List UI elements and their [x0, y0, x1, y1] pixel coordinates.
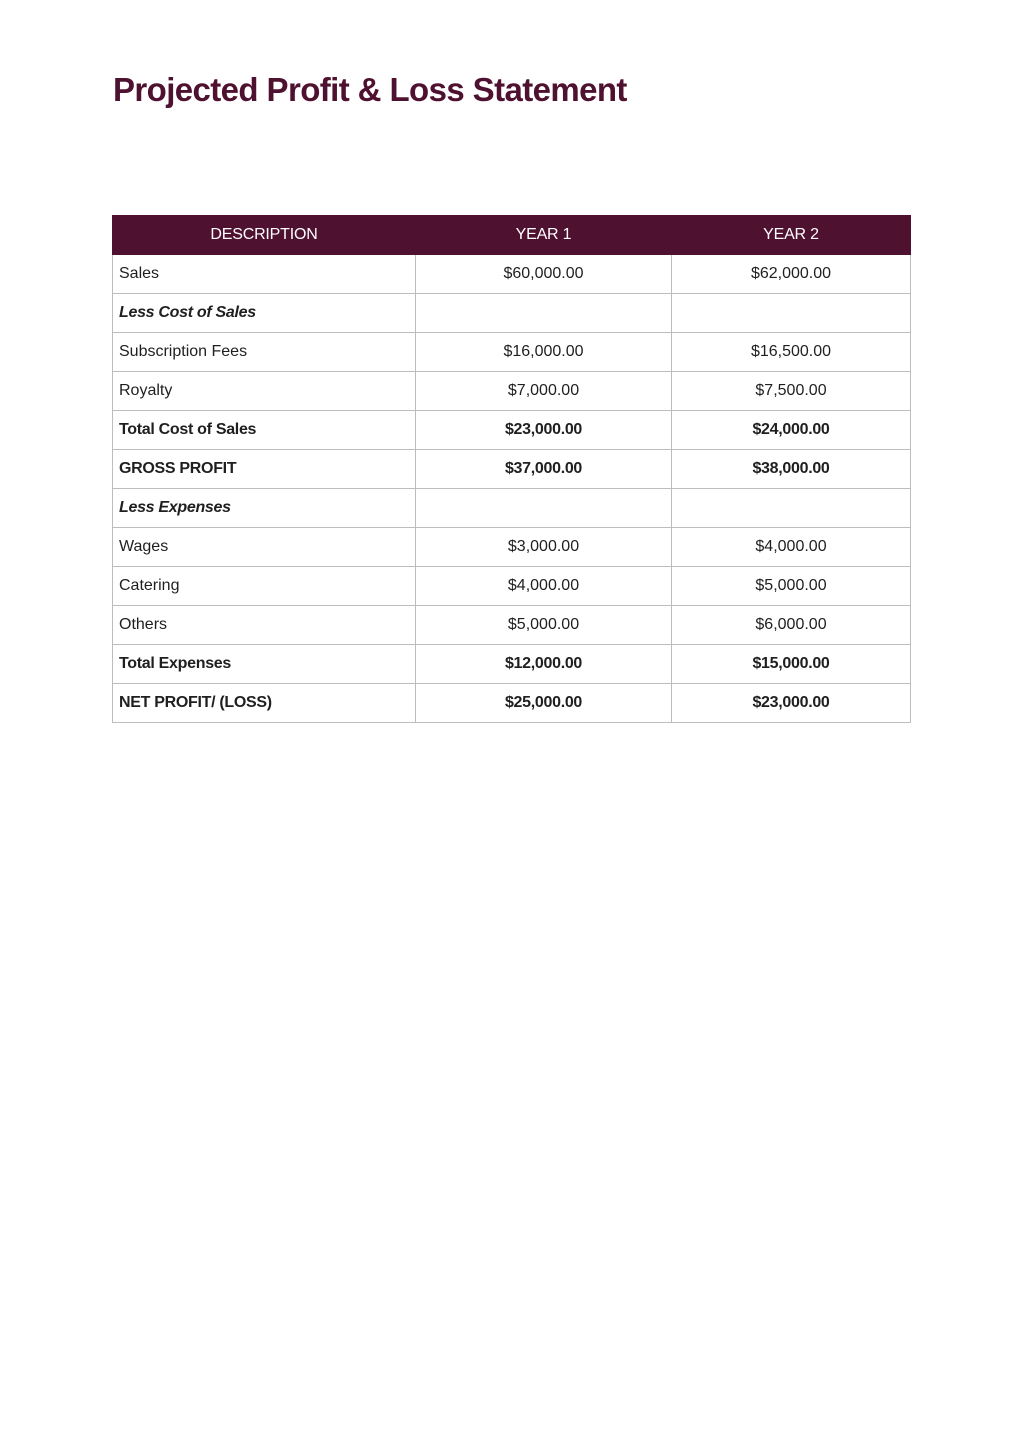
column-header-year-1: YEAR 1	[416, 216, 672, 255]
table-header-row	[113, 216, 911, 255]
table-body	[113, 255, 911, 723]
table-row	[113, 567, 911, 606]
table-row	[113, 489, 911, 528]
row-year-1-cell: $60,000.00	[416, 255, 672, 294]
row-year-2-cell	[672, 489, 911, 528]
row-year-2-cell: $62,000.00	[672, 255, 911, 294]
column-header-description: DESCRIPTION	[113, 216, 416, 255]
row-year-2-cell: $38,000.00	[672, 450, 911, 489]
row-year-1-cell: $16,000.00	[416, 333, 672, 372]
row-year-2-cell: $24,000.00	[672, 411, 911, 450]
row-description-cell: GROSS PROFIT	[113, 450, 416, 489]
table-row	[113, 684, 911, 723]
row-year-1-cell	[416, 489, 672, 528]
row-description-cell: Wages	[113, 528, 416, 567]
row-year-1-cell: $5,000.00	[416, 606, 672, 645]
table-row	[113, 294, 911, 333]
row-description-cell: Less Expenses	[113, 489, 416, 528]
row-year-2-cell: $5,000.00	[672, 567, 911, 606]
table-row	[113, 255, 911, 294]
table-row	[113, 606, 911, 645]
row-year-2-cell: $4,000.00	[672, 528, 911, 567]
row-year-1-cell: $37,000.00	[416, 450, 672, 489]
row-description-cell: Subscription Fees	[113, 333, 416, 372]
row-description-cell: Total Cost of Sales	[113, 411, 416, 450]
row-description-cell: Others	[113, 606, 416, 645]
row-year-1-cell: $7,000.00	[416, 372, 672, 411]
row-description-cell: Less Cost of Sales	[113, 294, 416, 333]
row-description-cell: NET PROFIT/ (LOSS)	[113, 684, 416, 723]
row-description-cell: Total Expenses	[113, 645, 416, 684]
table-row	[113, 450, 911, 489]
row-year-2-cell: $23,000.00	[672, 684, 911, 723]
row-year-2-cell: $7,500.00	[672, 372, 911, 411]
profit-loss-table	[112, 215, 911, 723]
row-year-2-cell: $15,000.00	[672, 645, 911, 684]
table-row	[113, 645, 911, 684]
row-description-cell: Sales	[113, 255, 416, 294]
row-year-1-cell: $4,000.00	[416, 567, 672, 606]
row-year-2-cell	[672, 294, 911, 333]
row-year-2-cell: $6,000.00	[672, 606, 911, 645]
table-row	[113, 333, 911, 372]
row-year-1-cell: $25,000.00	[416, 684, 672, 723]
table-row	[113, 411, 911, 450]
row-year-1-cell	[416, 294, 672, 333]
row-description-cell: Royalty	[113, 372, 416, 411]
row-year-1-cell: $12,000.00	[416, 645, 672, 684]
table-row	[113, 372, 911, 411]
page-title: Projected Profit & Loss Statement	[113, 71, 627, 108]
column-header-year-2: YEAR 2	[672, 216, 911, 255]
row-year-1-cell: $23,000.00	[416, 411, 672, 450]
table-row	[113, 528, 911, 567]
row-year-2-cell: $16,500.00	[672, 333, 911, 372]
row-year-1-cell: $3,000.00	[416, 528, 672, 567]
row-description-cell: Catering	[113, 567, 416, 606]
